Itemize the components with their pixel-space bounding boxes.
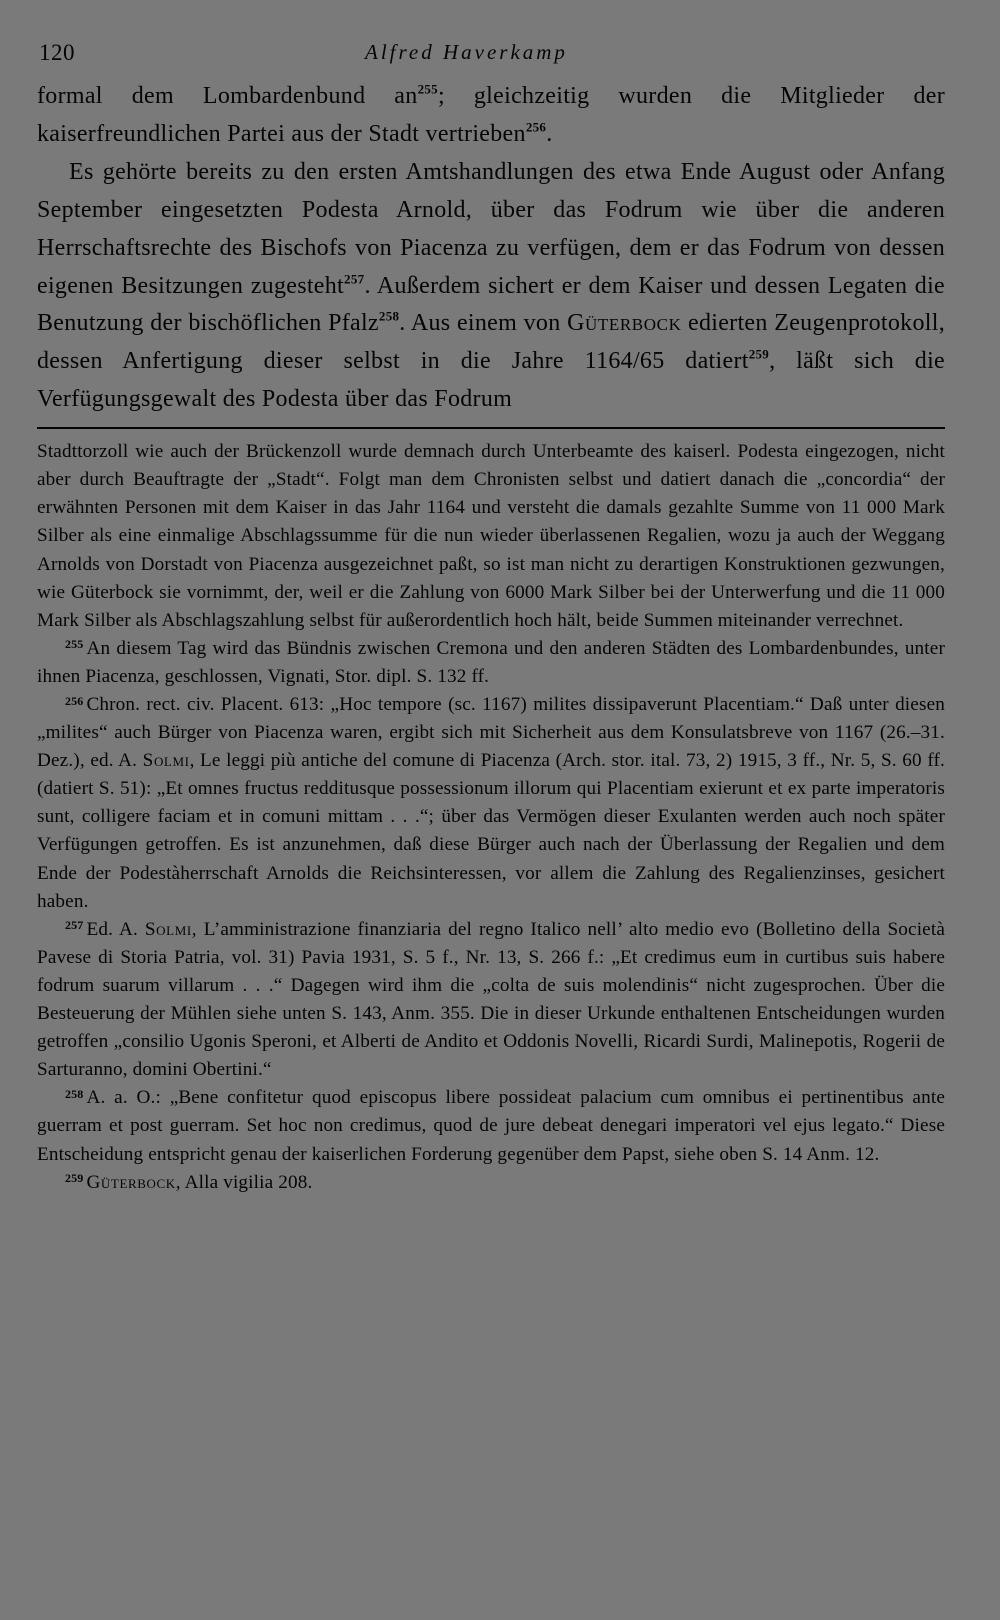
book-page — [37, 38, 945, 1197]
footnote-255: $^{255}$ An diesem Tag wird das Bündnis zwischen Cremona und den anderen Städten des Lombardenbundes, unter ihnen Piacenza, geschlossen, Vignati, Stor. dipl. S. 132 ff. — [37, 637, 945, 687]
footnote-reference: 258 — [378, 308, 400, 324]
footnote-256: $^{256}$ Chron. rect. civ. Placent. 613: „Hoc tempore (sc. 1167) milites dissipaverunt Placentiam.“ Daß unter diesen „milites“ auch Bürger von Piacenza waren, ergibt sich mit Sicherheit aus dem Konsulatsbreve von 1167 (26.–31. Dez.), ed. A. Solmi, Le leggi più antiche del comune di Piacenza (Arch. stor. ital. 73, 2) 1915, 3 ff., Nr. 5, S. 60 ff. (datiert S. 51): „Et omnes fructus redditusque possessionum illorum qui Placentiam exierunt et ex parte imperatoris sunt, colligere faciam et in comuni mittam . . .“; über das Vermögen dieser Exulanten werden auch noch später Verfügungen getroffen. Es ist anzunehmen, daß diese Bürger auch nach der Überlassung der Regalien und dem Ende der Podestàherrschaft Arnolds die Reichsinteressen, vor allem die Zahlung des Regalienzinses, gesichert haben. — [37, 693, 945, 912]
main-text — [37, 78, 945, 419]
footnote-number: 256 — [65, 693, 84, 708]
footnote-continuation: Stadttorzoll wie auch der Brückenzoll wurde demnach durch Unterbeamte des kaiserl. Podesta eingezogen, nicht aber durch Beauftragte der „Stadt“. Folgt man dem Chronisten selbst und datiert danach die „concordia“ der erwähnten Personen mit dem Kaiser in das Jahr 1164 und versteht die damals gezahlte Summe von 11 000 Mark Silber als eine einmalige Abschlagssumme für die nun wieder überlassenen Regalien, wozu ja auch der Weggang Arnolds von Dorstadt von Piacenza ausgezeichnet paßt, so ist man nicht zu derartigen Konstruktionen gezwungen, wie Güterbock sie vornimmt, der, weil er die Zahlung von 6000 Mark Silber bei der Unterwerfung und die 11 000 Mark Silber als Abschlagszahlung selbst für außerordentlich hoch hält, beide Summen miteinander verrechnet. — [37, 441, 945, 631]
author-name: Solmi — [142, 750, 190, 772]
footnote-number: 259 — [65, 1171, 84, 1186]
footnote-reference: 257 — [344, 270, 365, 286]
footnote-divider — [37, 427, 945, 429]
footnote-reference: 256 — [525, 119, 547, 135]
footnote-258: $^{258}$ A. a. O.: „Bene confitetur quod episcopus libere possideat palacium cum omnibus ei pertinentibus ante guerram et post guerram. Set hoc non credimus, quod de jure debeat denegari imperatori vel ejus legato.“ Diese Entscheidung entspricht genau der kaiserlichen Forderung gegenüber dem Papst, siehe oben S. 14 Anm. 12. — [37, 1086, 945, 1165]
author-name: Solmi — [144, 918, 192, 940]
author-name: Güterbock — [567, 310, 682, 337]
footnote-number: 255 — [65, 637, 84, 652]
page-header — [37, 38, 945, 78]
author-name: Güterbock — [86, 1171, 176, 1193]
footnote-257: $^{257}$ Ed. A. Solmi, L’amministrazione finanziaria del regno Italico nell’ alto medio evo (Bolletino della Società Pavese di Storia Patria, vol. 31) Pavia 1931, S. 5 f., Nr. 13, S. 266 f.: „Et credimus eum in curtibus suis habere fodrum suarum villarum . . .“ Dagegen wird ihm die „colta de suis molendinis“ nicht zugesprochen. Über die Besteuerung der Mühlen siehe unten S. 143, Anm. 355. Die in dieser Urkunde enthaltenen Entscheidungen wurden getroffen „consilio Ugonis Speroni, et Alberti de Andito et Oddonis Novelli, Ricardi Surdi, Malinepotis, Rogerii de Sarturanno, domini Obertini.“ — [37, 918, 945, 1081]
paragraph: formal dem Lombardenbund $an^{255}$; gleichzeitig wurden die Mitglieder der kaiserfreundlichen Partei aus der Stadt vertrieben$^{256}$. — [37, 81, 946, 147]
footnotes — [37, 438, 945, 1197]
running-head: Alfred Haverkamp — [365, 40, 568, 64]
paragraph: Es gehörte bereits zu den ersten Amtshandlungen des etwa Ende August oder Anfang September eingesetzten Podesta Arnold, über das Fodrum wie über die anderen Herrschaftsrechte des Bischofs von Piacenza zu verfügen, dem er das Fodrum von dessen eigenen Besitzungen zugesteht$^{257}$. Außerdem sichert er dem Kaiser und dessen Legaten die Benutzung der bischöflichen Pfalz$^{258}$. Aus einem von Güterbock edierten Zeugenprotokoll, dessen Anfertigung dieser selbst in die Jahre 1164/65 datiert$^{259}$, läßt sich die Verfügungsgewalt des Podesta über das Fodrum — [37, 158, 945, 413]
footnote-number: 258 — [65, 1086, 84, 1101]
footnote-259: $^{259}$ Güterbock, Alla vigilia 208. — [65, 1171, 313, 1193]
page-number: 120 — [39, 40, 75, 65]
footnote-reference: 255 — [417, 81, 438, 97]
footnote-reference: 259 — [748, 346, 770, 362]
footnote-number: 257 — [65, 918, 84, 933]
